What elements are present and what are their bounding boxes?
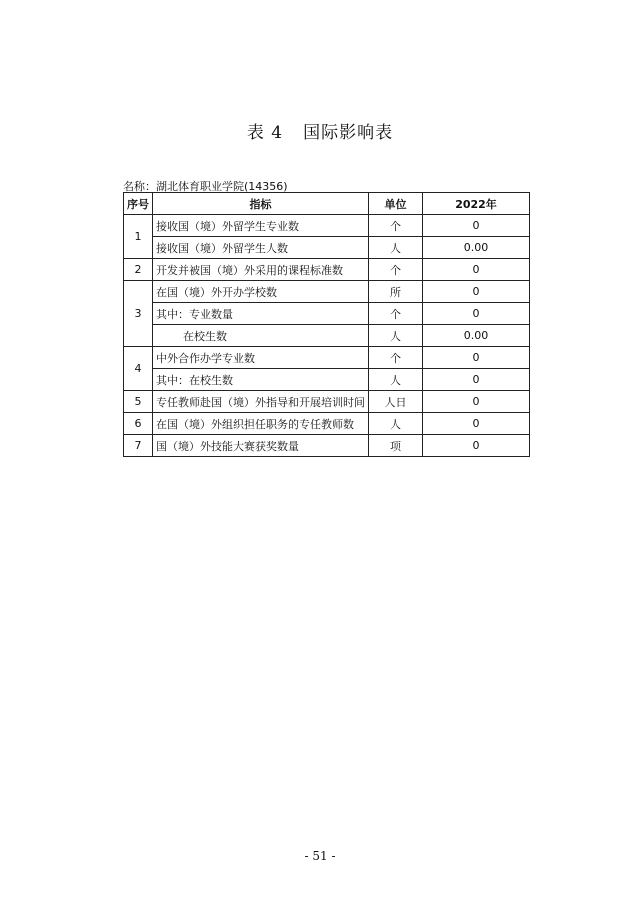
row-value: 0 (423, 369, 530, 391)
header-year: 2022年 (423, 193, 530, 215)
row-unit: 人日 (369, 391, 423, 413)
row-indicator: 接收国（境）外留学生专业数 (153, 215, 369, 237)
row-indicator: 其中：专业数量 (153, 303, 369, 325)
table-row (124, 347, 530, 369)
row-value: 0.00 (423, 237, 530, 259)
row-indicator: 其中：在校生数 (153, 369, 369, 391)
table-row (124, 413, 530, 435)
row-value: 0 (423, 259, 530, 281)
row-indicator: 在国（境）外组织担任职务的专任教师数 (153, 413, 369, 435)
row-indicator: 中外合作办学专业数 (153, 347, 369, 369)
table-row (124, 391, 530, 413)
row-value: 0 (423, 391, 530, 413)
row-unit: 项 (369, 435, 423, 457)
header-seq: 序号 (124, 193, 153, 215)
row-unit: 个 (369, 347, 423, 369)
row-value: 0 (423, 347, 530, 369)
row-unit: 人 (369, 413, 423, 435)
table-row (124, 325, 530, 347)
row-seq: 4 (124, 347, 153, 391)
row-indicator: 专任教师赴国（境）外指导和开展培训时间 (153, 391, 369, 413)
row-unit: 个 (369, 259, 423, 281)
table-row (124, 435, 530, 457)
header-unit: 单位 (369, 193, 423, 215)
row-value: 0 (423, 303, 530, 325)
row-seq: 3 (124, 281, 153, 347)
row-value: 0 (423, 281, 530, 303)
page-number: - 51 - (304, 849, 336, 863)
row-seq: 5 (124, 391, 153, 413)
header-indicator: 指标 (153, 193, 369, 215)
row-value: 0 (423, 215, 530, 237)
table-title: 国际影响表 (303, 123, 394, 143)
row-indicator: 国（境）外技能大赛获奖数量 (153, 435, 369, 457)
row-indicator: 在校生数 (153, 325, 369, 347)
row-indicator: 接收国（境）外留学生人数 (153, 237, 369, 259)
table-row (124, 281, 530, 303)
page-title (0, 118, 640, 143)
row-unit: 人 (369, 237, 423, 259)
row-indicator: 在国（境）外开办学校数 (153, 281, 369, 303)
table-row (124, 369, 530, 391)
international-influence-table (123, 192, 530, 457)
institution-name: 名称：湖北体育职业学院(14356) (123, 180, 288, 193)
row-unit: 个 (369, 215, 423, 237)
table-row (124, 303, 530, 325)
table-number: 表 4 (246, 123, 284, 143)
row-seq: 6 (124, 413, 153, 435)
row-value: 0 (423, 435, 530, 457)
table-row (124, 259, 530, 281)
row-unit: 人 (369, 325, 423, 347)
row-seq: 7 (124, 435, 153, 457)
row-indicator: 开发并被国（境）外采用的课程标准数 (153, 259, 369, 281)
row-seq: 2 (124, 259, 153, 281)
table-header-row (124, 193, 530, 215)
row-value: 0 (423, 413, 530, 435)
table-row (124, 215, 530, 237)
row-seq: 1 (124, 215, 153, 259)
row-value: 0.00 (423, 325, 530, 347)
row-unit: 所 (369, 281, 423, 303)
row-unit: 个 (369, 303, 423, 325)
row-unit: 人 (369, 369, 423, 391)
table-row (124, 237, 530, 259)
